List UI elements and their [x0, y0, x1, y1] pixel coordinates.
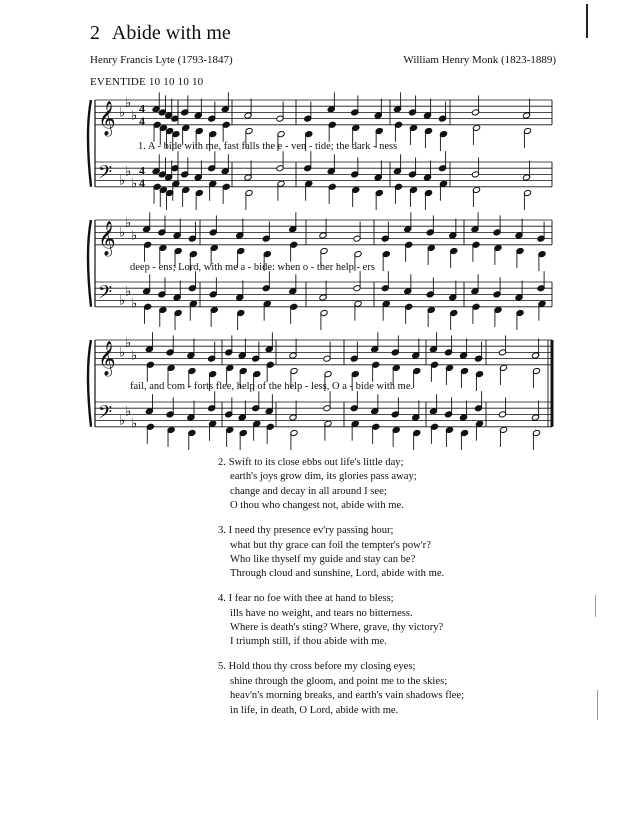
- time-signature: 4: [139, 113, 145, 128]
- bass-clef: 𝄢: [98, 282, 113, 308]
- flat-sign: ♭: [131, 347, 138, 363]
- music-system-1: [0, 92, 640, 212]
- time-signature: 4: [139, 101, 145, 116]
- verse-line: 5. Hold thou thy cross before my closing eyes;: [218, 661, 416, 673]
- bass-staff: [95, 402, 552, 427]
- page-edge-mark: [586, 4, 588, 38]
- verse: [218, 456, 464, 514]
- flat-sign: ♭: [119, 104, 126, 120]
- verse-line: what but thy grace can foil the tempter's pow'r?: [230, 539, 431, 551]
- lyric-line-1: 1. A - bide with me, fast falls the e - ven - tide; the dark - ness: [138, 141, 398, 152]
- hymn-heading: [90, 22, 231, 45]
- treble-clef: 𝄞: [98, 220, 116, 256]
- page-edge-mark: [597, 690, 598, 720]
- lyric-line-3: fail, and com - forts flee, help of the help - less, O a - bide with me.: [130, 381, 414, 392]
- lyric-line-2: deep - ens; Lord, with me a - bide: when o - ther help - ers: [130, 262, 375, 273]
- time-signature: 4: [139, 175, 145, 190]
- flat-sign: ♭: [131, 295, 138, 311]
- flat-sign: ♭: [125, 163, 132, 179]
- verse-line: shine through the gloom, and point me to the skies;: [230, 675, 448, 687]
- bass-clef: 𝄢: [98, 162, 113, 188]
- verse: [218, 592, 464, 650]
- verse-line: in life, in death, O Lord, abide with me.: [230, 704, 399, 716]
- flat-sign: ♭: [131, 415, 138, 431]
- flat-sign: ♭: [125, 95, 132, 111]
- music-system-3: [0, 332, 640, 452]
- treble-clef: 𝄞: [98, 340, 116, 376]
- flat-sign: ♭: [119, 412, 126, 428]
- system-brace: [88, 220, 91, 307]
- hymn-number: 2: [90, 22, 100, 44]
- hymn-title: Abide with me: [111, 22, 231, 44]
- treble-clef: 𝄞: [98, 100, 116, 136]
- flat-sign: ♭: [119, 344, 126, 360]
- verse: [218, 524, 464, 582]
- music-composer: William Henry Monk (1823-1889): [403, 54, 556, 66]
- verse: [218, 660, 464, 718]
- flat-sign: ♭: [131, 107, 138, 123]
- flat-sign: ♭: [119, 224, 126, 240]
- flat-sign: ♭: [131, 175, 138, 191]
- flat-sign: ♭: [119, 292, 126, 308]
- page-edge-mark: [595, 595, 596, 617]
- verse-line: earth's joys grow dim, its glories pass away;: [230, 471, 417, 483]
- text-author: Henry Francis Lyte (1793-1847): [90, 54, 233, 66]
- verses-block: [218, 456, 464, 729]
- flat-sign: ♭: [131, 227, 138, 243]
- verse-line: 3. I need thy presence ev'ry passing hour;: [218, 525, 394, 537]
- flat-sign: ♭: [125, 403, 132, 419]
- system-brace: [88, 100, 91, 187]
- flat-sign: ♭: [125, 215, 132, 231]
- verse-line: heav'n's morning breaks, and earth's vain shadows flee;: [230, 690, 465, 702]
- verse-line: O thou who changest not, abide with me.: [230, 500, 404, 512]
- system-brace: [88, 340, 91, 427]
- verse-line: Where is death's sting? Where, grave, thy victory?: [230, 622, 444, 634]
- verse-line: Who like thyself my guide and stay can be?: [230, 553, 416, 565]
- time-signature: 4: [139, 163, 145, 178]
- treble-staff: [95, 340, 552, 365]
- flat-sign: ♭: [125, 283, 132, 299]
- verse-line: change and decay in all around I see;: [230, 485, 387, 497]
- flat-sign: ♭: [119, 172, 126, 188]
- tune-name: EVENTIDE 10 10 10 10: [90, 76, 204, 88]
- verse-line: I triumph still, if thou abide with me.: [230, 636, 387, 648]
- verse-line: ills have no weight, and tears no bitterness.: [230, 607, 413, 619]
- verse-line: Through cloud and sunshine, Lord, abide with me.: [230, 568, 445, 580]
- verse-line: 2. Swift to its close ebbs out life's little day;: [218, 457, 404, 468]
- flat-sign: ♭: [125, 335, 132, 351]
- bass-clef: 𝄢: [98, 402, 113, 428]
- verse-line: 4. I fear no foe with thee at hand to bless;: [218, 593, 394, 605]
